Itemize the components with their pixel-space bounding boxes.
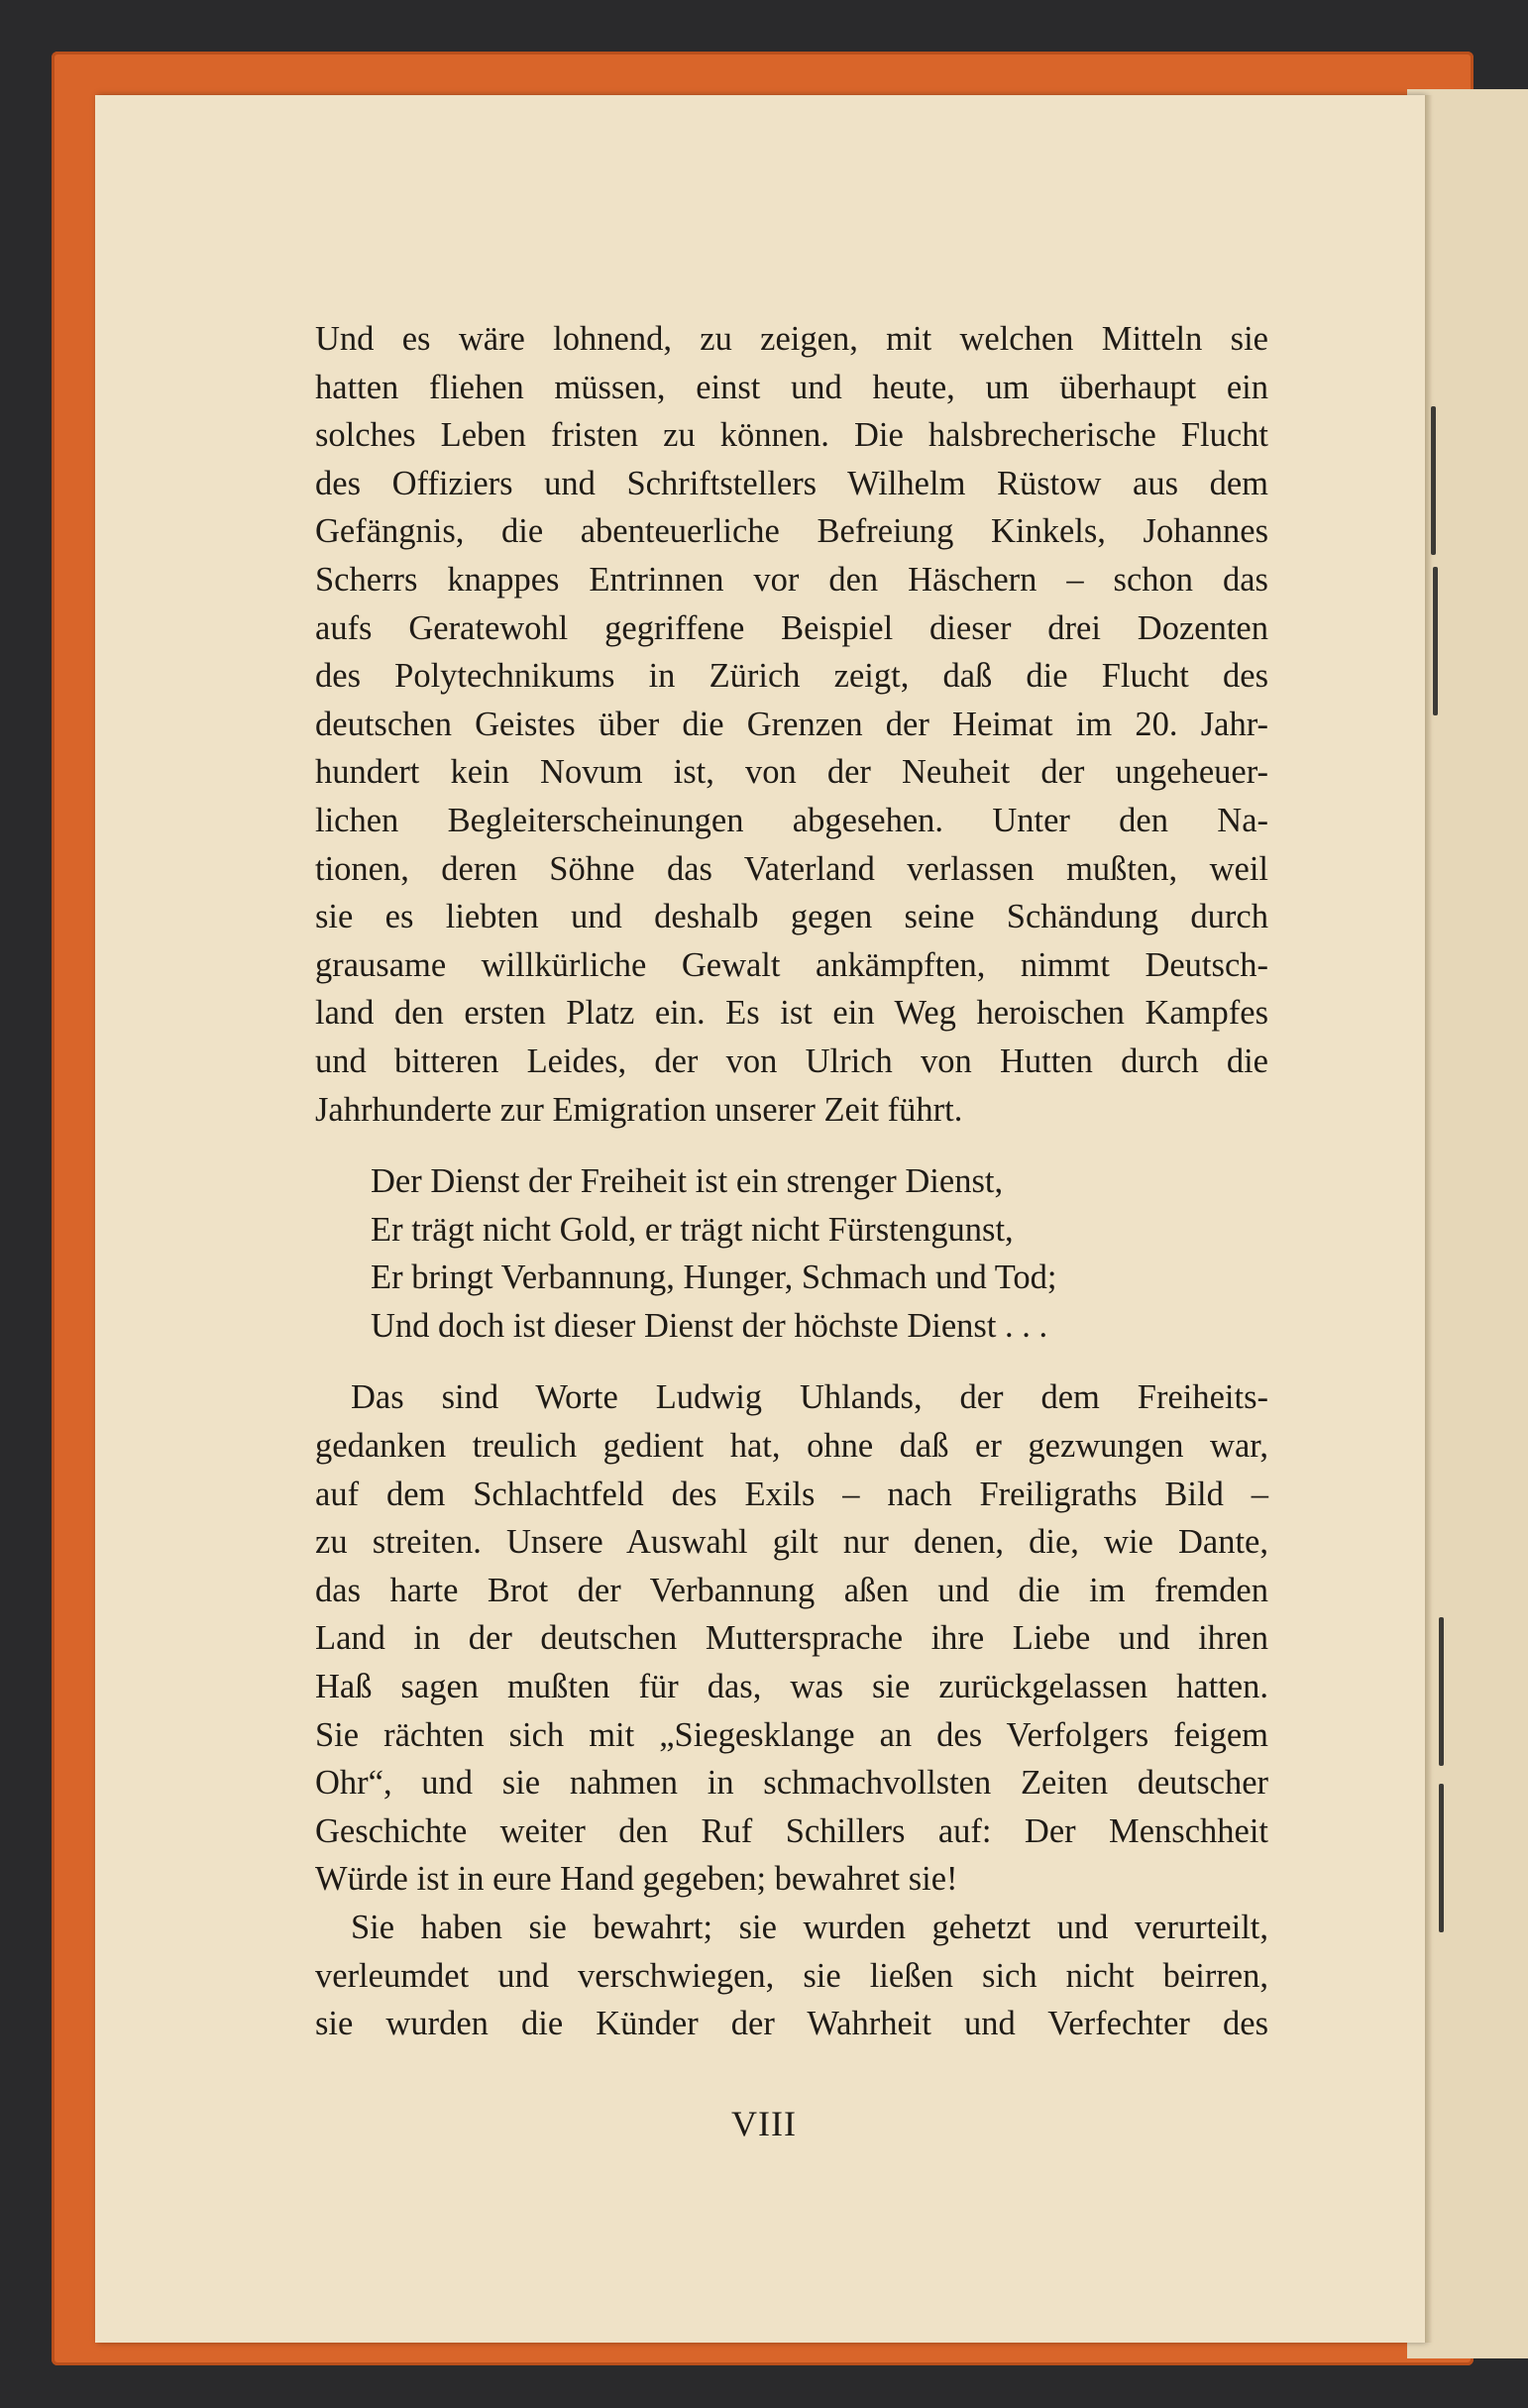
text-line: Das sind Worte Ludwig Uhlands, der dem Freiheits- <box>351 1378 1268 1417</box>
text-line: gedanken treulich gedient hat, ohne daß er gezwungen war, <box>315 1427 1268 1466</box>
text-line: tionen, deren Söhne das Vaterland verlassen mußten, weil <box>315 849 1268 888</box>
text-line: Und es wäre lohnend, zu zeigen, mit welchen Mitteln sie <box>315 320 1268 358</box>
page-tab-marker <box>1431 406 1436 555</box>
text-line: Sie rächten sich mit „Siegesklange an des Verfolgers feigem <box>315 1715 1268 1754</box>
verse-line: Und doch ist dieser Dienst der höchste Dienst . . . <box>371 1306 1048 1345</box>
page-tab-marker <box>1439 1617 1444 1766</box>
page-number: VIII <box>731 2104 797 2143</box>
text-line: zu streiten. Unsere Auswahl gilt nur denen, die, wie Dante, <box>315 1523 1268 1562</box>
text-line: das harte Brot der Verbannung aßen und die im fremden <box>315 1571 1268 1609</box>
text-line: hundert kein Novum ist, von der Neuheit der ungeheuer- <box>315 753 1268 792</box>
text-line: und bitteren Leides, der von Ulrich von Hutten durch die <box>315 1041 1268 1080</box>
page-tab-marker <box>1439 1784 1444 1932</box>
text-line: Scherrs knappes Entrinnen vor den Häschern – schon das <box>315 560 1268 599</box>
text-line: grausame willkürliche Gewalt ankämpften, nimmt Deutsch- <box>315 945 1268 984</box>
text-line: Geschichte weiter den Ruf Schillers auf: Der Menschheit <box>315 1811 1268 1850</box>
text-line: aufs Geratewohl gegriffene Beispiel dieser drei Dozenten <box>315 608 1268 647</box>
text-line: lichen Begleiterscheinungen abgesehen. Unter den Na- <box>315 801 1268 839</box>
text-line: Haß sagen mußten für das, was sie zurückgelassen hatten. <box>315 1668 1268 1706</box>
text-line: deutschen Geistes über die Grenzen der Heimat im 20. Jahr- <box>315 705 1268 743</box>
page-tab-marker <box>1433 567 1438 715</box>
verse-line: Er bringt Verbannung, Hunger, Schmach und Tod; <box>371 1259 1057 1297</box>
text-line: Sie haben sie bewahrt; sie wurden gehetzt und verurteilt, <box>351 1909 1268 1946</box>
text-line: auf dem Schlachtfeld des Exils – nach Freiligraths Bild – <box>315 1475 1268 1513</box>
page-body-text <box>315 315 1268 2048</box>
paragraph-2 <box>315 1373 1268 1904</box>
verse-line: Der Dienst der Freiheit ist ein strenger Dienst, <box>371 1162 1004 1201</box>
verse-quote <box>371 1157 1268 1350</box>
text-line: land den ersten Platz ein. Es ist ein Weg heroischen Kampfes <box>315 994 1268 1033</box>
text-line: des Polytechnikums in Zürich zeigt, daß die Flucht des <box>315 657 1268 696</box>
text-line: Ohr“, und sie nahmen in schmachvollsten Zeiten deutscher <box>315 1764 1268 1803</box>
paragraph-3 <box>315 1904 1268 2048</box>
text-line: hatten fliehen müssen, einst und heute, um überhaupt ein <box>315 368 1268 406</box>
verse-line: Er trägt nicht Gold, er trägt nicht Fürstengunst, <box>371 1210 1014 1249</box>
text-line: Gefängnis, die abenteuerliche Befreiung Kinkels, Johannes <box>315 512 1268 551</box>
text-line: solches Leben fristen zu können. Die halsbrecherische Flucht <box>315 416 1268 455</box>
text-line: Würde ist in eure Hand gegeben; bewahret sie! <box>315 1860 958 1899</box>
text-line: sie es liebten und deshalb gegen seine Schändung durch <box>315 898 1268 936</box>
text-line: Land in der deutschen Muttersprache ihre Liebe und ihren <box>315 1619 1268 1658</box>
text-line: Jahrhunderte zur Emigration unserer Zeit führt. <box>315 1090 963 1129</box>
text-line: sie wurden die Künder der Wahrheit und Verfechter des <box>315 2005 1268 2043</box>
text-line: des Offiziers und Schriftstellers Wilhelm Rüstow aus dem <box>315 464 1268 502</box>
text-line: verleumdet und verschwiegen, sie ließen sich nicht beirren, <box>315 1956 1268 1995</box>
paragraph-1 <box>315 315 1268 1134</box>
